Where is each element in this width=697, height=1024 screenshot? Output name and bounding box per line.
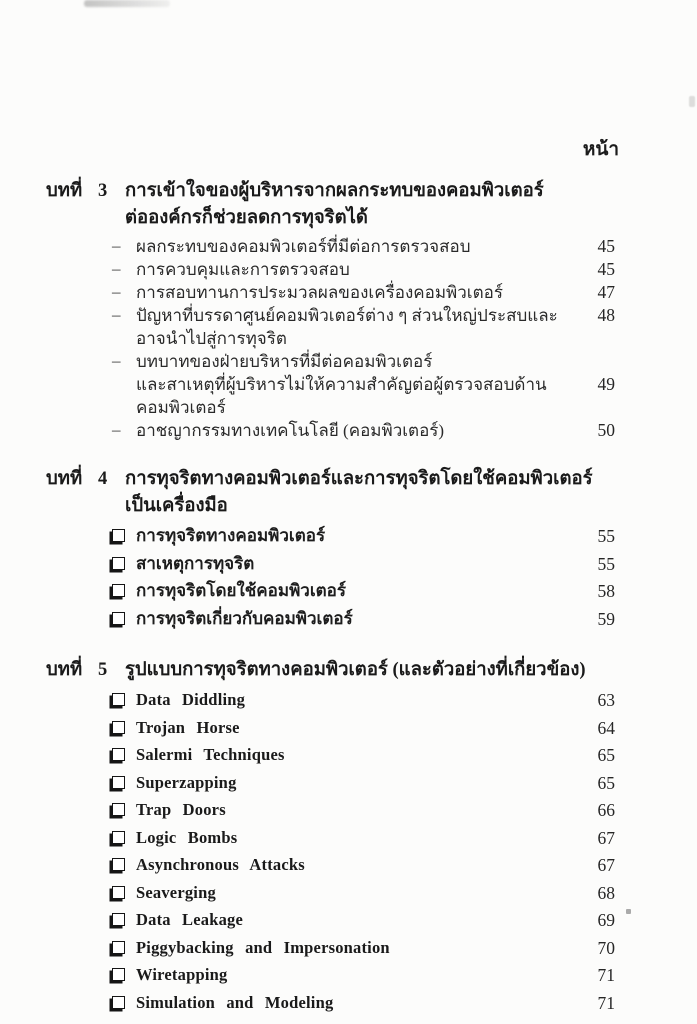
bullet-cell [112, 962, 136, 990]
toc-item [46, 235, 615, 258]
toc-item-label: Logic Bombs [136, 827, 238, 847]
scan-dot-artifact [626, 909, 631, 914]
toc-item [46, 373, 615, 419]
chapter-section [0, 657, 697, 1017]
toc-item [46, 962, 615, 990]
checkbox-icon [112, 996, 125, 1009]
chapter-items [46, 235, 615, 442]
toc-item [46, 551, 615, 579]
toc-item-page-number: 66 [597, 800, 615, 820]
toc-item-label: Superzapping [136, 772, 237, 792]
checkbox-icon [112, 858, 125, 871]
toc-item-page-number: 68 [597, 882, 615, 903]
bullet-cell [112, 935, 136, 963]
toc-item [46, 419, 615, 442]
toc-item [46, 880, 615, 908]
toc-item-page-number: 65 [597, 772, 615, 793]
toc-item-label: บทบาทของฝ่ายบริหารที่มีต่อคอมพิวเตอร์ [136, 352, 433, 371]
bullet-cell [112, 742, 136, 770]
dash-bullet-icon: – [112, 259, 121, 278]
toc-item-page-number: 63 [597, 690, 615, 710]
toc-item-page-number: 45 [597, 236, 615, 256]
toc-item-page-number: 49 [597, 374, 615, 394]
toc-item [46, 606, 615, 634]
checkbox-icon [112, 776, 125, 789]
scan-edge-artifact [689, 96, 695, 107]
toc-item [46, 825, 615, 853]
chapter-title-line: รูปแบบการทุจริตทางคอมพิวเตอร์ (และตัวอย่างที่เกี่ยวข้อง) [125, 660, 586, 680]
toc-item-label: Trojan Horse [136, 717, 240, 737]
toc-item-page-number: 64 [597, 717, 615, 738]
dash-bullet-icon: – [112, 420, 121, 439]
checkbox-icon [112, 584, 125, 597]
toc-item-label: ปัญหาที่บรรดาศูนย์คอมพิวเตอร์ต่าง ๆ ส่วนใหญ่ประสบและอาจนำไปสู่การทุจริต [136, 306, 558, 348]
toc-item [46, 281, 615, 304]
toc-item-page-number: 67 [597, 827, 615, 848]
toc-item-label: การควบคุมและการตรวจสอบ [136, 260, 350, 279]
toc-item-label: และสาเหตุที่ผู้บริหารไม่ให้ความสำคัญต่อผู้ตรวจสอบด้านคอมพิวเตอร์ [136, 375, 547, 417]
toc-item-label: Salermi Techniques [136, 745, 285, 764]
bullet-cell [112, 715, 136, 743]
bullet-cell [112, 551, 136, 579]
toc-item [46, 935, 615, 963]
bullet-cell [112, 523, 136, 551]
toc-item-label: อาชญากรรมทางเทคโนโลยี (คอมพิวเตอร์) [136, 421, 445, 440]
bullet-cell [112, 350, 136, 373]
chapter-heading [46, 178, 615, 232]
checkbox-icon [112, 831, 125, 844]
checkbox-icon [112, 529, 125, 542]
toc-item-page-number: 71 [597, 992, 615, 1013]
chapter-section [0, 466, 697, 633]
toc-item [46, 523, 615, 551]
bullet-cell [112, 907, 136, 935]
dash-bullet-icon: – [112, 305, 121, 324]
checkbox-icon [112, 968, 125, 981]
toc-item-page-number: 65 [597, 745, 615, 765]
toc-item-label: การสอบทานการประมวลผลของเครื่องคอมพิวเตอร์ [136, 283, 503, 302]
toc-item [46, 258, 615, 281]
toc-item-label: Piggybacking and Impersonation [136, 937, 390, 957]
toc-item-label: Asynchronous Attacks [136, 855, 305, 874]
chapter-section [0, 178, 697, 442]
scan-smudge-artifact [84, 0, 170, 7]
toc-item-page-number: 71 [597, 965, 615, 985]
toc-item-page-number: 45 [597, 259, 615, 279]
toc-item-page-number: 58 [597, 581, 615, 601]
checkbox-icon [112, 721, 125, 734]
bullet-cell [112, 281, 136, 304]
dash-bullet-icon: – [112, 282, 121, 301]
bullet-cell [112, 880, 136, 908]
bullet-cell [112, 990, 136, 1018]
checkbox-icon [112, 941, 125, 954]
checkbox-icon [112, 748, 125, 761]
bullet-cell [112, 852, 136, 880]
chapter-number: 4 [98, 469, 108, 489]
toc-item-label: Data Diddling [136, 690, 246, 709]
chapter-prefix-label: บทที่ [46, 469, 83, 489]
dash-bullet-icon: – [112, 236, 121, 255]
toc-item [46, 304, 615, 350]
checkbox-icon [112, 913, 125, 926]
toc-item [46, 715, 615, 743]
toc-chapter-list [0, 178, 697, 1017]
bullet-cell [112, 797, 136, 825]
toc-item [46, 770, 615, 798]
toc-item-label: Data Leakage [136, 910, 244, 929]
toc-item-page-number: 59 [597, 608, 615, 629]
bullet-cell [112, 304, 136, 327]
toc-item [46, 907, 615, 935]
chapter-title [125, 466, 615, 520]
chapter-heading [46, 657, 615, 684]
toc-item [46, 578, 615, 606]
toc-item-page-number: 55 [597, 526, 615, 546]
toc-item-label: การทุจริตทางคอมพิวเตอร์ [136, 526, 326, 545]
chapter-title-line: การทุจริตทางคอมพิวเตอร์และการทุจริตโดยใช้คอมพิวเตอร์เป็นเครื่องมือ [125, 469, 593, 516]
bullet-cell [112, 687, 136, 715]
toc-item-label: Wiretapping [136, 965, 228, 984]
chapter-title [125, 178, 615, 232]
checkbox-icon [112, 612, 125, 625]
chapter-prefix-label: บทที่ [46, 660, 83, 680]
toc-item [46, 350, 615, 373]
toc-item-label: ผลกระทบของคอมพิวเตอร์ที่มีต่อการตรวจสอบ [136, 237, 471, 256]
toc-item-page-number: 55 [597, 553, 615, 574]
bullet-cell [112, 606, 136, 634]
toc-item-label: การทุจริตเกี่ยวกับคอมพิวเตอร์ [136, 608, 353, 628]
bullet-cell [112, 235, 136, 258]
toc-item-page-number: 48 [597, 305, 615, 325]
toc-item-label: การทุจริตโดยใช้คอมพิวเตอร์ [136, 581, 347, 600]
checkbox-icon [112, 693, 125, 706]
toc-item-page-number: 69 [597, 910, 615, 930]
toc-item [46, 797, 615, 825]
dash-bullet-icon: – [112, 351, 121, 370]
chapter-prefix-label: บทที่ [46, 181, 83, 201]
chapter-number: 5 [98, 660, 108, 680]
page-column-header: หน้า [582, 139, 619, 160]
bullet-cell [112, 770, 136, 798]
chapter-heading [46, 466, 615, 520]
toc-item-label: Seaverging [136, 882, 216, 902]
toc-item [46, 687, 615, 715]
toc-item-page-number: 50 [597, 420, 615, 440]
bullet-cell [112, 419, 136, 442]
toc-item [46, 852, 615, 880]
chapter-title-line: การเข้าใจของผู้บริหารจากผลกระทบของคอมพิวเตอร์ [125, 181, 544, 201]
checkbox-icon [112, 803, 125, 816]
toc-item-label: Simulation and Modeling [136, 992, 334, 1012]
toc-item-label: สาเหตุการทุจริต [136, 553, 255, 573]
checkbox-icon [112, 886, 125, 899]
checkbox-icon [112, 557, 125, 570]
chapter-items [46, 687, 615, 1017]
toc-item-page-number: 47 [597, 282, 615, 302]
toc-item-page-number: 70 [597, 937, 615, 958]
chapter-title-line: ต่อองค์กรก็ช่วยลดการทุจริตได้ [125, 208, 368, 228]
chapter-items [46, 523, 615, 633]
toc-item-label: Trap Doors [136, 800, 226, 819]
toc-item [46, 742, 615, 770]
bullet-cell [112, 825, 136, 853]
bullet-cell [112, 258, 136, 281]
chapter-number: 3 [98, 181, 108, 201]
toc-item [46, 990, 615, 1018]
toc-item-page-number: 67 [597, 855, 615, 875]
bullet-cell [112, 578, 136, 606]
chapter-title [125, 657, 615, 684]
